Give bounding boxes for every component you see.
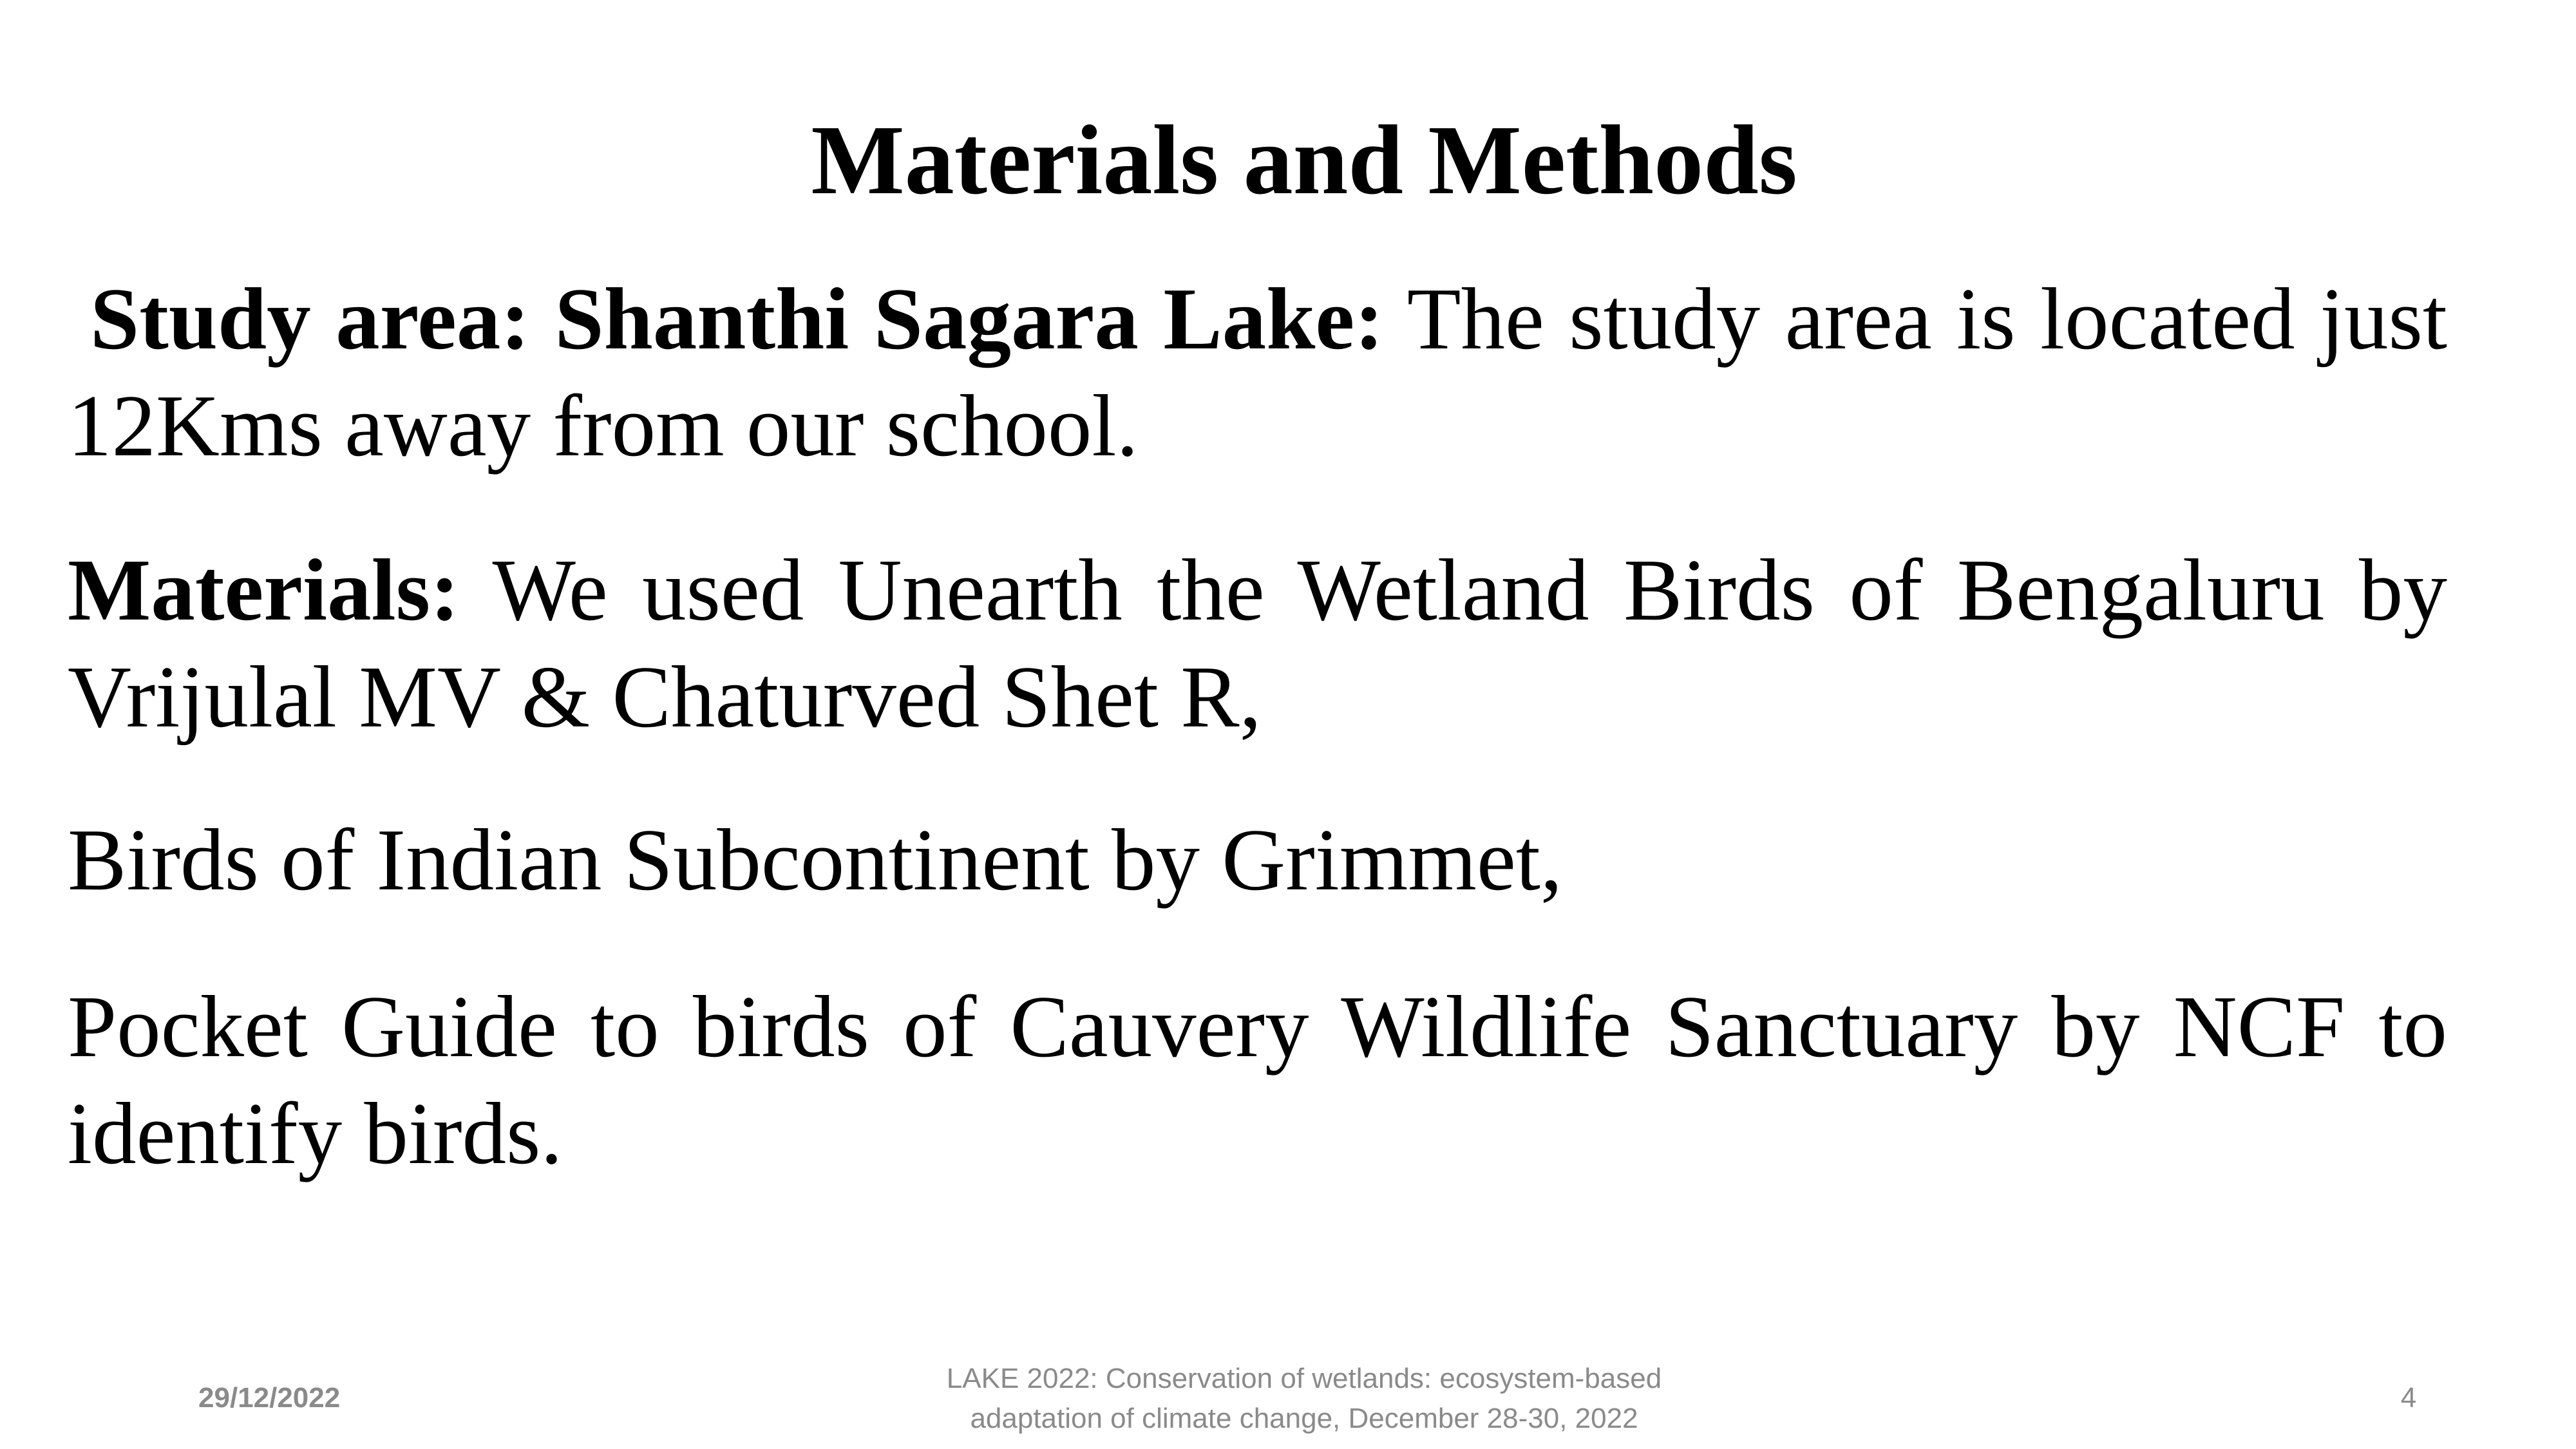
footer-date: 29/12/2022 [198, 1382, 341, 1414]
study-area-paragraph [68, 265, 2447, 479]
footer-event [837, 1359, 1771, 1439]
study-area-text: The study area is located just 12Kms away from our school. [68, 270, 2447, 475]
materials-text: We used Unearth the Wetland Birds of Bengaluru by Vrijulal MV & Chaturved Shet R, [68, 541, 2447, 746]
footer-event-line-1: LAKE 2022: Conservation of wetlands: ecosystem-based [946, 1363, 1662, 1394]
reference-grimmet-text: Birds of Indian Subcontinent by Grimmet, [68, 811, 1563, 909]
materials-paragraph [68, 536, 2447, 750]
slide-title: Materials and Methods [811, 106, 1797, 215]
materials-label: Materials: [68, 541, 460, 639]
reference-grimmet [68, 806, 2447, 913]
footer-event-line-2: adaptation of climate change, December 28-30, 2022 [970, 1403, 1638, 1434]
study-area-label: Study area: Shanthi Sagara Lake: [90, 270, 1384, 368]
page-number: 4 [2400, 1382, 2417, 1414]
reference-ncf-text: Pocket Guide to birds of Cauvery Wildlife Sanctuary by NCF to identify birds. [68, 978, 2447, 1182]
reference-ncf [68, 973, 2447, 1187]
